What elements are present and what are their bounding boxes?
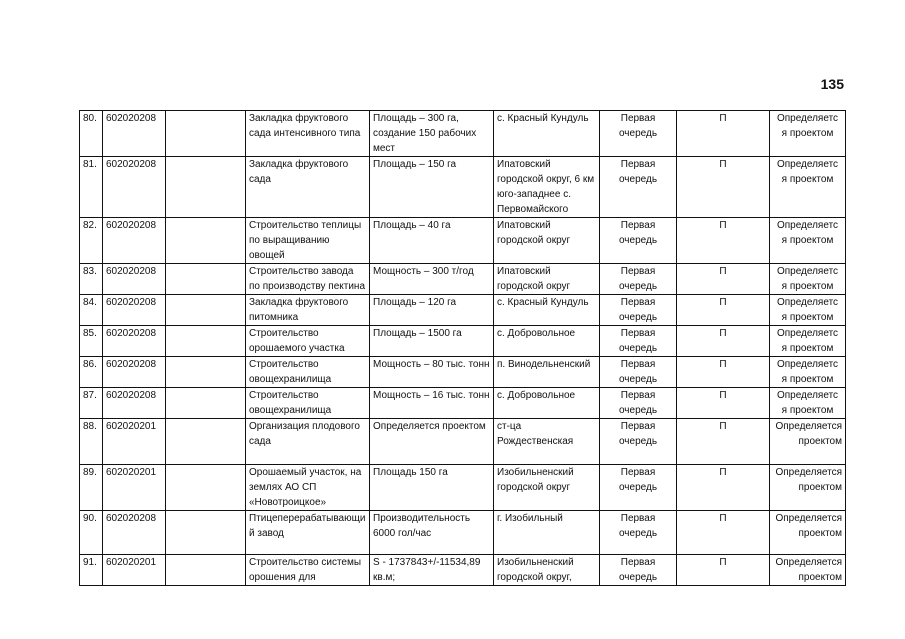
row-note: Определяетс я проектом xyxy=(770,111,846,157)
row-object-name: Строительство овощехранилища xyxy=(246,388,370,419)
row-category: П xyxy=(677,465,770,511)
row-category: П xyxy=(677,111,770,157)
row-location: Изобильненский городской округ, xyxy=(494,555,600,586)
row-object-name: Организация плодового сада xyxy=(246,419,370,465)
row-location: с. Добровольное xyxy=(494,388,600,419)
row-note: Определяетс я проектом xyxy=(770,295,846,326)
row-code: 602020201 xyxy=(103,419,166,465)
row-location: с. Красный Кундуль xyxy=(494,111,600,157)
row-number: 85. xyxy=(80,326,103,357)
row-code: 602020208 xyxy=(103,218,166,264)
row-capacity: Площадь 150 га xyxy=(370,465,494,511)
row-object-name: Закладка фруктового питомника xyxy=(246,295,370,326)
row-capacity: S - 1737843+/-11534,89 кв.м; xyxy=(370,555,494,586)
row-note: Определяется проектом xyxy=(770,465,846,511)
row-code: 602020208 xyxy=(103,264,166,295)
row-note: Определяетс я проектом xyxy=(770,326,846,357)
row-category: П xyxy=(677,295,770,326)
table-row xyxy=(80,157,846,218)
row-queue: Первая очередь xyxy=(600,465,677,511)
projects-table xyxy=(79,110,846,586)
row-empty-cell xyxy=(166,419,246,465)
row-number: 90. xyxy=(80,511,103,555)
row-empty-cell xyxy=(166,511,246,555)
row-capacity: Мощность – 300 т/год xyxy=(370,264,494,295)
table-row xyxy=(80,388,846,419)
row-category: П xyxy=(677,326,770,357)
row-code: 602020201 xyxy=(103,465,166,511)
table-row xyxy=(80,555,846,586)
table-row xyxy=(80,218,846,264)
table-row xyxy=(80,326,846,357)
row-queue: Первая очередь xyxy=(600,357,677,388)
row-queue: Первая очередь xyxy=(600,511,677,555)
row-code: 602020208 xyxy=(103,388,166,419)
row-category: П xyxy=(677,555,770,586)
row-number: 88. xyxy=(80,419,103,465)
row-note: Определяетс я проектом xyxy=(770,157,846,218)
row-capacity: Определяется проектом xyxy=(370,419,494,465)
row-number: 87. xyxy=(80,388,103,419)
row-empty-cell xyxy=(166,295,246,326)
table-row xyxy=(80,419,846,465)
row-capacity: Производительность 6000 гол/час xyxy=(370,511,494,555)
row-code: 602020208 xyxy=(103,295,166,326)
row-capacity: Площадь – 120 га xyxy=(370,295,494,326)
table-row xyxy=(80,465,846,511)
row-capacity: Мощность – 80 тыс. тонн xyxy=(370,357,494,388)
row-queue: Первая очередь xyxy=(600,157,677,218)
row-category: П xyxy=(677,388,770,419)
row-code: 602020208 xyxy=(103,111,166,157)
row-capacity: Площадь – 150 га xyxy=(370,157,494,218)
row-empty-cell xyxy=(166,465,246,511)
table-row xyxy=(80,357,846,388)
row-location: г. Изобильный xyxy=(494,511,600,555)
row-object-name: Закладка фруктового сада xyxy=(246,157,370,218)
row-empty-cell xyxy=(166,555,246,586)
row-capacity: Мощность – 16 тыс. тонн xyxy=(370,388,494,419)
row-number: 86. xyxy=(80,357,103,388)
row-object-name: Строительство системы орошения для xyxy=(246,555,370,586)
row-number: 83. xyxy=(80,264,103,295)
row-queue: Первая очередь xyxy=(600,419,677,465)
row-queue: Первая очередь xyxy=(600,295,677,326)
row-object-name: Птицеперерабатывающи й завод xyxy=(246,511,370,555)
table-row xyxy=(80,264,846,295)
row-number: 84. xyxy=(80,295,103,326)
row-queue: Первая очередь xyxy=(600,264,677,295)
row-location: ст-ца Рождественская xyxy=(494,419,600,465)
row-number: 82. xyxy=(80,218,103,264)
row-number: 80. xyxy=(80,111,103,157)
row-category: П xyxy=(677,218,770,264)
row-location: Ипатовский городской округ xyxy=(494,264,600,295)
row-code: 602020208 xyxy=(103,157,166,218)
page-number: 135 xyxy=(820,76,844,92)
row-capacity: Площадь – 300 га, создание 150 рабочих мест xyxy=(370,111,494,157)
row-empty-cell xyxy=(166,157,246,218)
row-category: П xyxy=(677,511,770,555)
row-code: 602020201 xyxy=(103,555,166,586)
row-empty-cell xyxy=(166,357,246,388)
row-number: 89. xyxy=(80,465,103,511)
row-queue: Первая очередь xyxy=(600,326,677,357)
row-location: с. Добровольное xyxy=(494,326,600,357)
row-category: П xyxy=(677,419,770,465)
row-queue: Первая очередь xyxy=(600,218,677,264)
row-note: Определяетс я проектом xyxy=(770,264,846,295)
row-code: 602020208 xyxy=(103,511,166,555)
row-empty-cell xyxy=(166,111,246,157)
row-location: с. Красный Кундуль xyxy=(494,295,600,326)
row-note: Определяетс я проектом xyxy=(770,357,846,388)
row-object-name: Строительство завода по производству пектина xyxy=(246,264,370,295)
row-queue: Первая очередь xyxy=(600,555,677,586)
row-empty-cell xyxy=(166,388,246,419)
row-note: Определяется проектом xyxy=(770,511,846,555)
row-number: 91. xyxy=(80,555,103,586)
row-location: Ипатовский городской округ xyxy=(494,218,600,264)
row-code: 602020208 xyxy=(103,357,166,388)
row-object-name: Орошаемый участок, на землях АО СП «Новотроицкое» xyxy=(246,465,370,511)
row-capacity: Площадь – 40 га xyxy=(370,218,494,264)
table-row xyxy=(80,295,846,326)
row-empty-cell xyxy=(166,326,246,357)
row-empty-cell xyxy=(166,218,246,264)
row-location: Изобильненский городской округ xyxy=(494,465,600,511)
row-category: П xyxy=(677,264,770,295)
row-object-name: Строительство овощехранилища xyxy=(246,357,370,388)
row-number: 81. xyxy=(80,157,103,218)
row-note: Определяетс я проектом xyxy=(770,388,846,419)
table-row xyxy=(80,111,846,157)
row-queue: Первая очередь xyxy=(600,388,677,419)
row-note: Определяется проектом xyxy=(770,555,846,586)
row-note: Определяетс я проектом xyxy=(770,218,846,264)
row-object-name: Строительство теплицы по выращиванию овощей xyxy=(246,218,370,264)
row-capacity: Площадь – 1500 га xyxy=(370,326,494,357)
row-category: П xyxy=(677,157,770,218)
row-empty-cell xyxy=(166,264,246,295)
row-queue: Первая очередь xyxy=(600,111,677,157)
row-object-name: Закладка фруктового сада интенсивного типа xyxy=(246,111,370,157)
row-code: 602020208 xyxy=(103,326,166,357)
row-location: Ипатовский городской округ, 6 км юго-западнее с. Первомайского xyxy=(494,157,600,218)
row-location: п. Винодельненский xyxy=(494,357,600,388)
row-note: Определяется проектом xyxy=(770,419,846,465)
table-row xyxy=(80,511,846,555)
row-object-name: Строительство орошаемого участка xyxy=(246,326,370,357)
row-category: П xyxy=(677,357,770,388)
